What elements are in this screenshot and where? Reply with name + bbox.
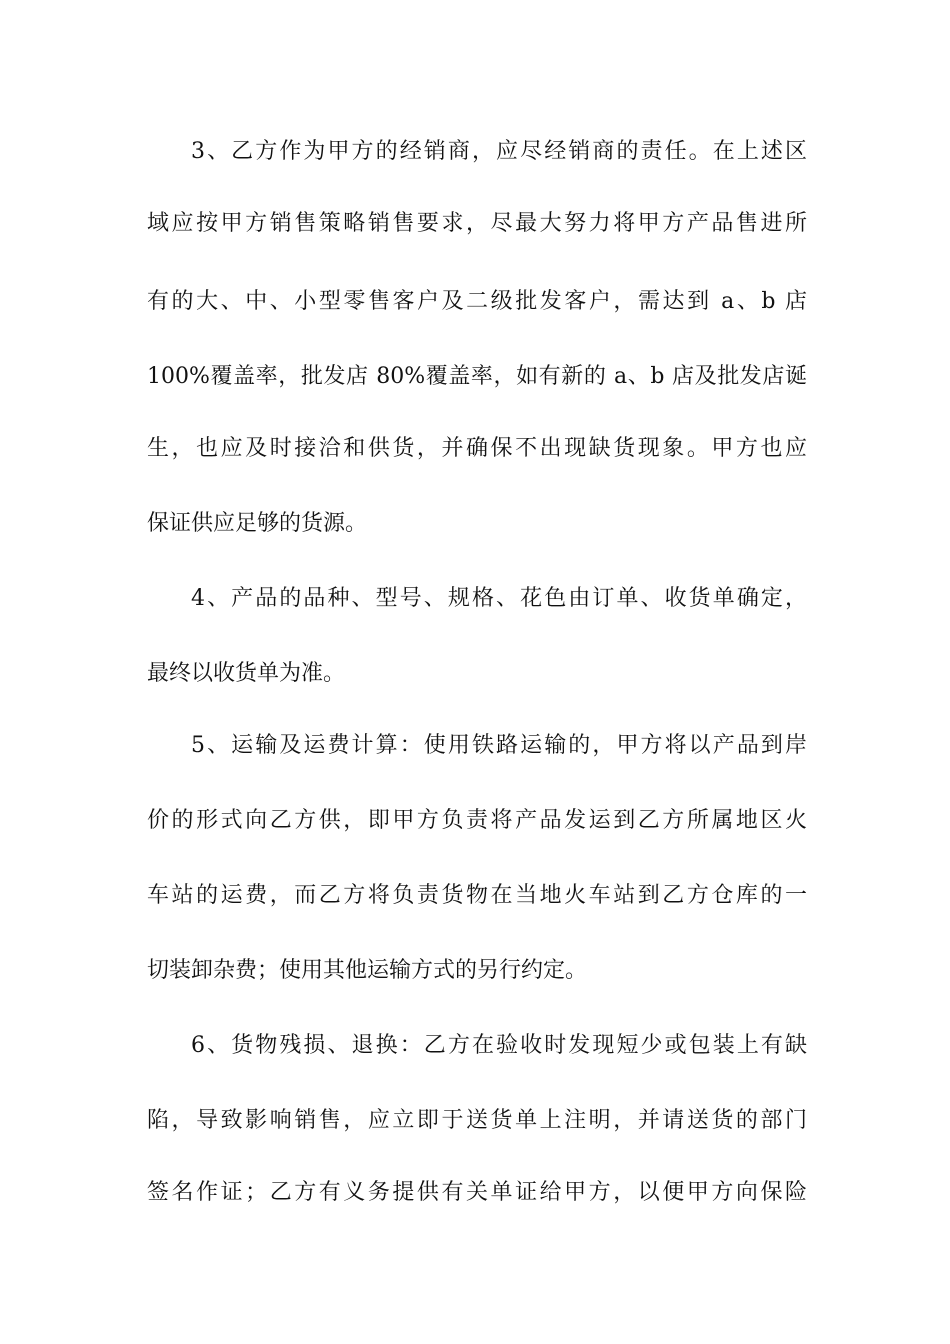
paragraph-3-line-1: 3、乙方作为甲方的经销商，应尽经销商的责任。在上述区 xyxy=(191,139,807,164)
paragraph-5-line-2: 价的形式向乙方供，即甲方负责将产品发运到乙方所属地区火 xyxy=(147,808,807,833)
paragraph-4-line-1: 4、产品的品种、型号、规格、花色由订单、收货单确定， xyxy=(191,586,807,611)
paragraph-3-line-6: 保证供应足够的货源。 xyxy=(147,511,368,536)
paragraph-6-line-3: 签名作证；乙方有义务提供有关单证给甲方，以便甲方向保险 xyxy=(147,1180,807,1205)
paragraph-3-line-5: 生，也应及时接洽和供货，并确保不出现缺货现象。甲方也应 xyxy=(147,436,807,461)
paragraph-5-line-1: 5、运输及运费计算：使用铁路运输的，甲方将以产品到岸 xyxy=(191,733,807,758)
paragraph-3-line-2: 域应按甲方销售策略销售要求，尽最大努力将甲方产品售进所 xyxy=(147,211,807,236)
paragraph-5-line-3: 车站的运费，而乙方将负责货物在当地火车站到乙方仓库的一 xyxy=(147,883,807,908)
paragraph-6-line-1: 6、货物残损、退换：乙方在验收时发现短少或包装上有缺 xyxy=(191,1033,807,1058)
paragraph-4-line-2: 最终以收货单为准。 xyxy=(147,661,346,686)
paragraph-6-line-2: 陷，导致影响销售，应立即于送货单上注明，并请送货的部门 xyxy=(147,1108,807,1133)
paragraph-5-line-4: 切装卸杂费；使用其他运输方式的另行约定。 xyxy=(147,958,588,983)
paragraph-3-line-4: 100%覆盖率，批发店 80%覆盖率，如有新的 a、b 店及批发店诞 xyxy=(147,364,807,389)
paragraph-3-line-3: 有的大、中、小型零售客户及二级批发客户，需达到 a、b 店 xyxy=(147,289,807,314)
